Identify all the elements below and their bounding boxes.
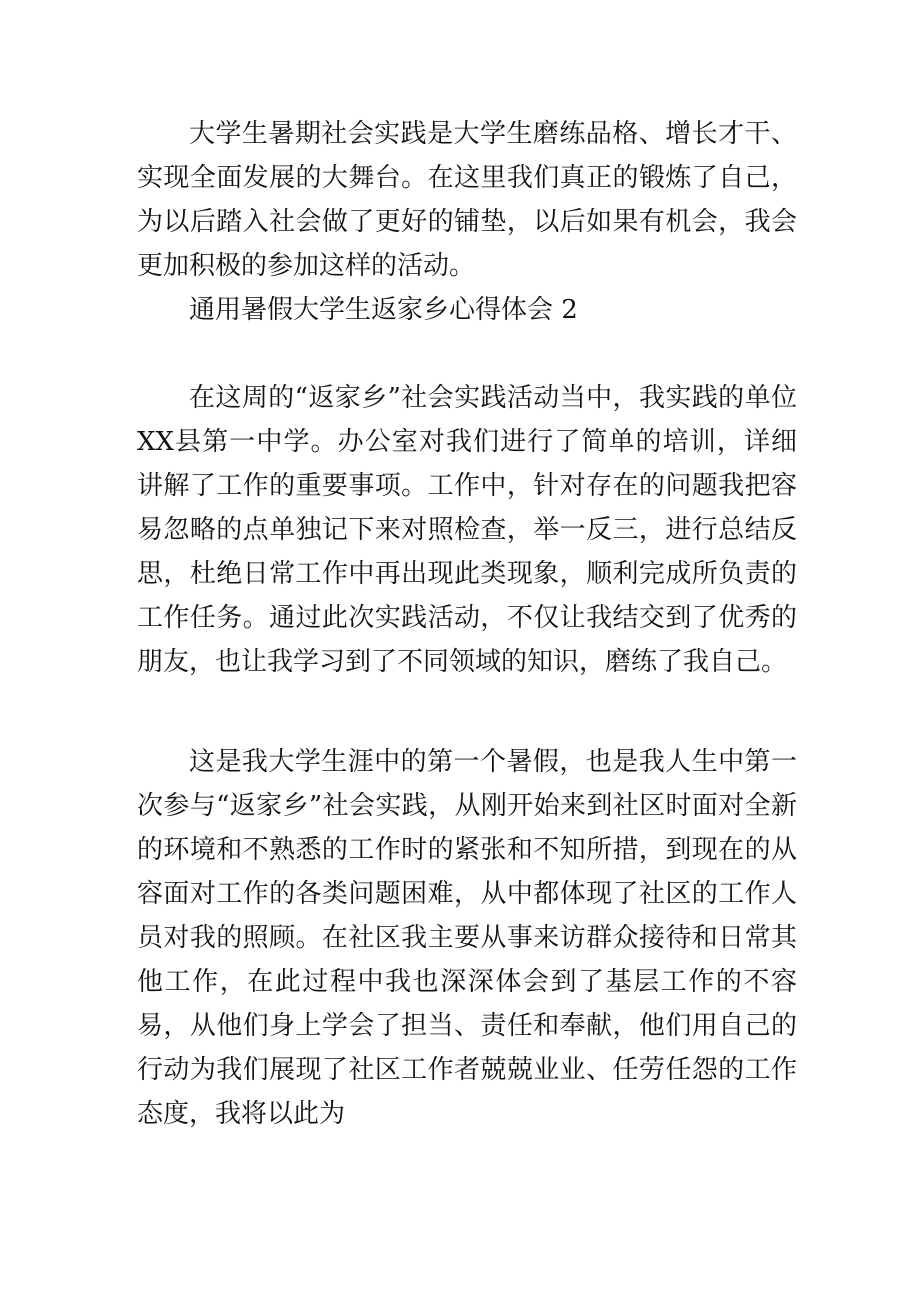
paragraph-3: 这是我大学生涯中的第一个暑假，也是我人生中第一次参与“返家乡”社会实践，从刚开始来到社区时面对全新的环境和不熟悉的工作时的紧张和不知所措，到现在的从容面对工作的各类问题困难，从中都体现了社区的工作人员对我的照顾。在社区我主要从事来访群众接待和日常其他工作，在此过程中我也深深体会到了基层工作的不容易，从他们身上学会了担当、责任和奉献，他们用自己的行动为我们展现了社区工作者兢兢业业、任劳任怨的工作态度，我将以此为 (137, 747, 797, 1129)
paragraph-1: 大学生暑期社会实践是大学生磨练品格、增长才干、实现全面发展的大舞台。在这里我们真正的锻炼了自己，为以后踏入社会做了更好的铺垫，以后如果有机会，我会更加积极的参加这样的活动。 (137, 119, 797, 281)
section-heading: 通用暑假大学生返家乡心得体会 2 (189, 295, 578, 325)
document-body (137, 112, 797, 1136)
paragraph-2: 在这周的“返家乡”社会实践活动当中，我实践的单位XX县第一中学。办公室对我们进行了简单的培训，详细讲解了工作的重要事项。工作中，针对存在的问题我把容易忽略的点单独记下来对照检查，举一反三，进行总结反思，杜绝日常工作中再出现此类现象，顺利完成所负责的工作任务。通过此次实践活动，不仅让我结交到了优秀的朋友，也让我学习到了不同领域的知识，磨练了我自己。 (137, 383, 797, 677)
